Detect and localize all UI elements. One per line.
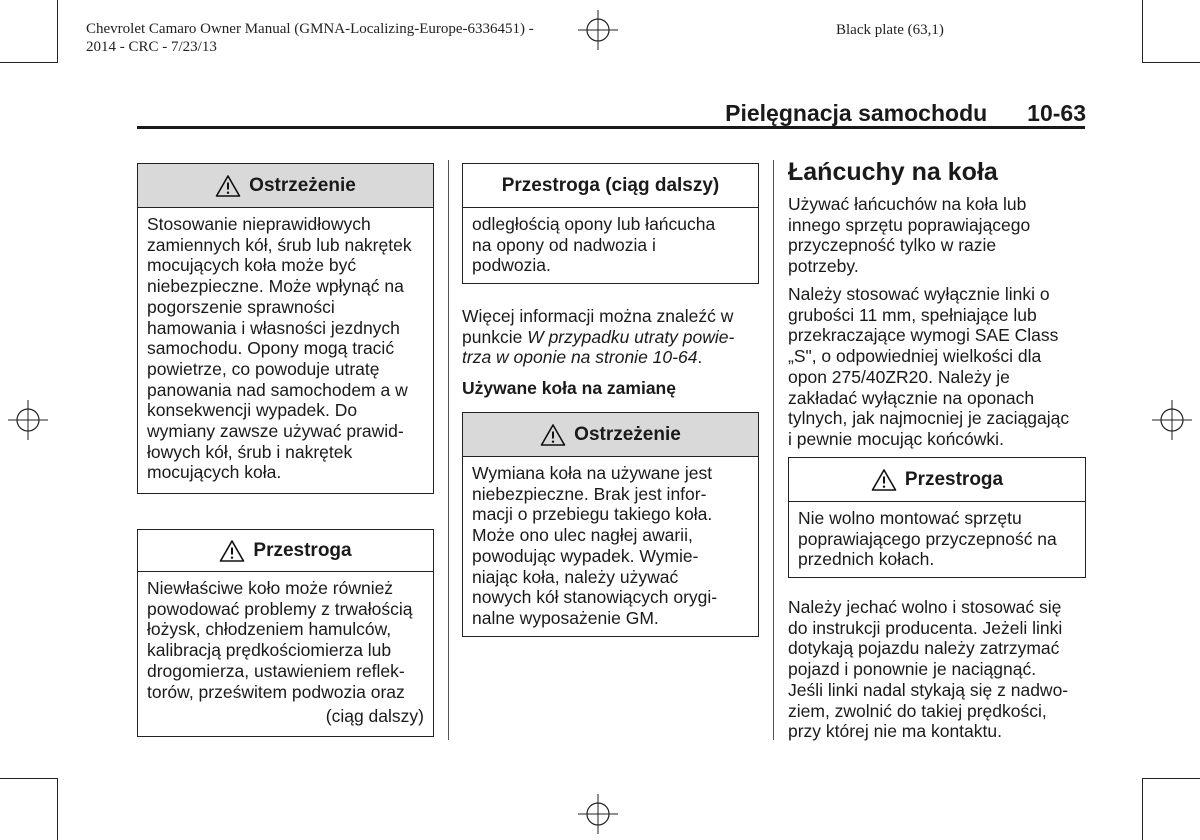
caution-box xyxy=(137,529,434,737)
text-line: wymiany zawsze używać prawid- xyxy=(147,421,404,442)
caution-header xyxy=(789,458,1085,502)
caution-continued-text xyxy=(463,208,758,282)
text-line: poprawiającego przyczepność na xyxy=(798,528,1057,549)
plate-line-2: 2014 - CRC - 7/23/13 xyxy=(86,39,217,55)
text-line: ziem, zwolnić do takiej prędkości, xyxy=(788,700,1047,721)
text-line: powodować problemy z trwałością xyxy=(147,598,413,619)
text-line: Może ono ulec nagłej awarii, xyxy=(472,525,693,546)
registration-mark-icon xyxy=(578,10,618,50)
warning-title: Ostrzeżenie xyxy=(574,423,681,445)
black-plate: Black plate (63,1) xyxy=(836,22,944,38)
subheading: Używane koła na zamianę xyxy=(462,378,676,398)
text-line xyxy=(462,347,762,368)
warning-text xyxy=(138,208,433,489)
warning-triangle-icon xyxy=(219,539,245,563)
plate-info xyxy=(86,20,534,56)
info-paragraph xyxy=(462,306,762,368)
text-line: nowych kół stanowiących orygi- xyxy=(472,587,718,608)
caution-text xyxy=(138,572,433,733)
text-fragment: punkcie xyxy=(462,326,528,347)
text-line: opon 275/40ZR20. Należy je xyxy=(788,366,1010,387)
text-line: przyczepność tylko w razie xyxy=(788,235,997,256)
text-line: innego sprzętu poprawiającego xyxy=(788,214,1031,235)
warning-triangle-icon xyxy=(540,423,566,447)
text-line: na opony od nadwozia i xyxy=(472,234,656,255)
caution-text xyxy=(789,502,1085,576)
text-line: Jeśli linki nadal stykają się z nadwo- xyxy=(788,679,1069,700)
text-line: hamowania i własności jezdnych xyxy=(147,317,400,338)
text-line: powietrze, co powoduje utratę xyxy=(147,358,380,379)
text-line: dotykają pojazdu należy zatrzymać xyxy=(788,638,1060,659)
text-line: Więcej informacji można znaleźć w xyxy=(462,306,734,326)
caution-title: Przestroga xyxy=(904,468,1004,490)
text-line: samochodu. Opony mogą tracić xyxy=(147,338,395,359)
text-line: zamiennych kół, śrub lub nakrętek xyxy=(147,234,412,255)
crop-mark xyxy=(1142,778,1143,840)
text-line: niebezpieczne. Brak jest infor- xyxy=(472,483,707,504)
text-line: niebezpieczne. Może wpłynąć na xyxy=(147,276,404,297)
crop-mark xyxy=(57,0,58,62)
warning-text xyxy=(463,457,758,635)
caution-continued-box xyxy=(462,163,759,284)
text-line: niając koła, należy używać xyxy=(472,566,679,587)
crop-mark xyxy=(1142,0,1143,62)
crop-mark xyxy=(1142,62,1200,63)
text-line: do instrukcji producenta. Jeżeli linki xyxy=(788,617,1063,638)
crop-mark xyxy=(1142,778,1200,779)
text-line: macji o przebiegu takiego koła. xyxy=(472,504,713,525)
warning-header xyxy=(463,413,758,457)
text-line: mocujących koła może być xyxy=(147,255,357,276)
text-line: torów, prześwitem podwozia oraz xyxy=(147,681,405,702)
warning-header xyxy=(138,164,433,208)
warning-box xyxy=(137,163,434,494)
caution-box xyxy=(788,457,1086,578)
text-line: Używać łańcuchów na koła lub xyxy=(788,194,1027,214)
cross-reference-link[interactable]: trza w oponie na stronie 10-64 xyxy=(462,347,698,368)
text-line: zakładać wyłącznie na oponach xyxy=(788,387,1035,408)
text-line: mocujących koła. xyxy=(147,462,282,483)
text-line: drogomierza, ustawieniem reflek- xyxy=(147,660,405,681)
text-line: kalibracją prędkościomierza lub xyxy=(147,640,392,661)
crop-mark xyxy=(57,778,58,840)
text-line: pogorszenie sprawności xyxy=(147,296,335,317)
warning-triangle-icon xyxy=(871,468,897,492)
paragraph xyxy=(788,194,1088,277)
column-divider xyxy=(773,160,774,740)
continued-label: (ciąg dalszy) xyxy=(325,706,424,727)
warning-triangle-icon xyxy=(215,174,241,198)
section-title: Pielęgnacja samochodu xyxy=(725,100,988,126)
warning-box xyxy=(462,412,759,637)
paragraph xyxy=(788,284,1093,450)
text-line: Stosowanie nieprawidłowych xyxy=(147,214,371,234)
registration-mark-icon xyxy=(578,794,618,834)
text-line: tylnych, jak najmocniej je zaciągając xyxy=(788,408,1070,429)
text-line: Należy stosować wyłącznie linki o xyxy=(788,284,1050,304)
crop-mark xyxy=(0,62,58,63)
text-line: grubości 11 mm, spełniające lub xyxy=(788,304,1037,325)
column-divider xyxy=(448,160,449,740)
text-line: pojazd i ponownie je naciągnąć. xyxy=(788,659,1037,680)
text-line xyxy=(462,327,762,348)
text-line: panowania nad samochodem a w xyxy=(147,379,408,400)
registration-mark-icon xyxy=(1152,400,1192,440)
text-line: przy której nie ma kontaktu. xyxy=(788,721,1002,742)
text-line: Należy jechać wolno i stosować się xyxy=(788,597,1062,617)
chapter-heading: Łańcuchy na koła xyxy=(788,158,998,186)
paragraph xyxy=(788,597,1093,742)
text-line: Wymiana koła na używane jest xyxy=(472,463,713,483)
text-line: Niewłaściwe koło może również xyxy=(147,578,394,598)
text-line: łożysk, chłodzeniem hamulców, xyxy=(147,619,392,640)
text-line: konsekwencji wypadek. Do xyxy=(147,400,358,421)
text-line: odległością opony lub łańcucha xyxy=(472,214,716,234)
text-line: Nie wolno montować sprzętu xyxy=(798,508,1022,528)
text-line: przekraczające wymogi SAE Class xyxy=(788,325,1059,346)
cross-reference-link[interactable]: W przypadku utraty powie- xyxy=(527,326,735,347)
caution-continued-header xyxy=(463,164,758,208)
text-line: i pewnie mocując końcówki. xyxy=(788,428,1004,449)
registration-mark-icon xyxy=(8,400,48,440)
page-number: 10-63 xyxy=(1027,100,1086,126)
text-line: podwozia. xyxy=(472,255,551,276)
text-fragment: . xyxy=(697,347,703,368)
caution-header xyxy=(138,530,433,572)
text-line: przednich kołach. xyxy=(798,549,935,570)
text-line: potrzeby. xyxy=(788,256,859,277)
text-line: łowych kół, śrub i nakrętek xyxy=(147,441,353,462)
text-line: „S", o odpowiedniej wielkości dla xyxy=(788,346,1042,367)
text-line: nalne wyposażenie GM. xyxy=(472,607,659,628)
crop-mark xyxy=(0,778,58,779)
section-header xyxy=(725,100,1086,127)
header-rule xyxy=(137,126,1085,129)
text-line: powodując wypadek. Wymie- xyxy=(472,545,699,566)
plate-line-1: Chevrolet Camaro Owner Manual (GMNA-Localizing-Europe-6336451) - xyxy=(86,21,534,37)
caution-continued-title: Przestroga (ciąg dalszy) xyxy=(501,174,720,196)
warning-title: Ostrzeżenie xyxy=(249,174,356,196)
caution-title: Przestroga xyxy=(253,539,352,561)
